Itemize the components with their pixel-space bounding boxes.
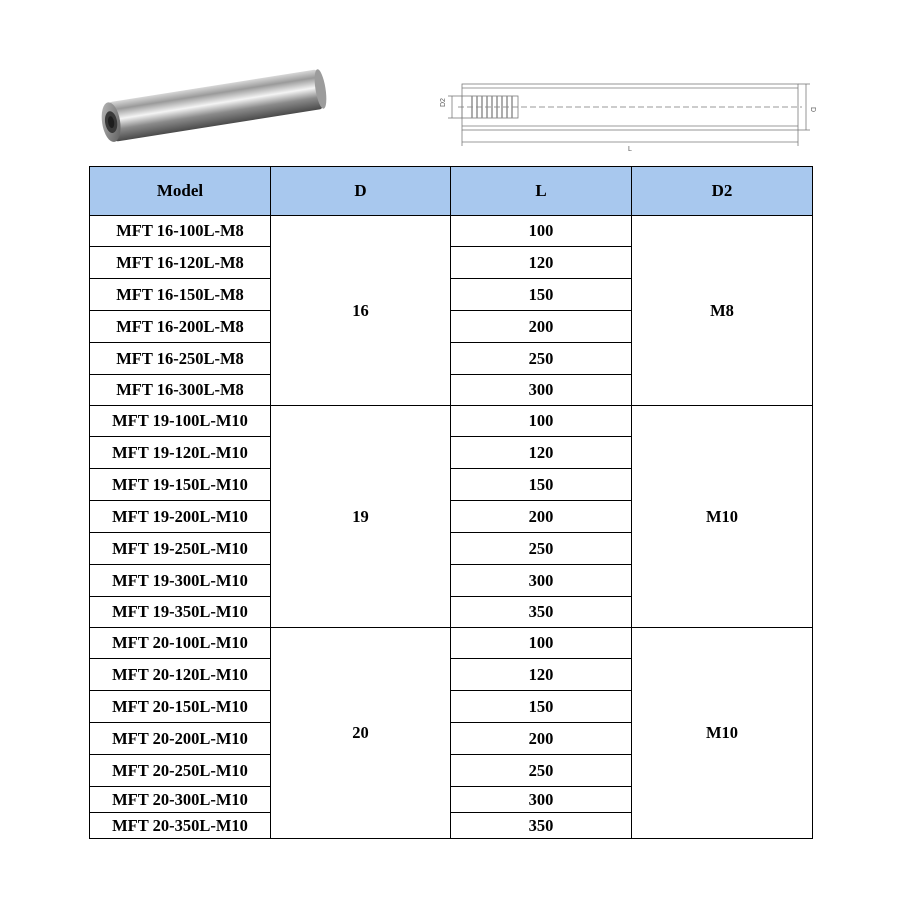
length-cell: 120 xyxy=(451,247,632,279)
length-cell: 150 xyxy=(451,691,632,723)
length-cell: 100 xyxy=(451,216,632,247)
model-cell: MFT 16-250L-M8 xyxy=(90,343,271,375)
thread-cell: M10 xyxy=(632,406,813,628)
length-cell: 150 xyxy=(451,469,632,501)
header-d2: D2 xyxy=(632,167,813,216)
length-cell: 200 xyxy=(451,723,632,755)
model-cell: MFT 20-200L-M10 xyxy=(90,723,271,755)
model-cell: MFT 19-250L-M10 xyxy=(90,533,271,565)
length-cell: 150 xyxy=(451,279,632,311)
drawing-label-d2: D2 xyxy=(440,98,447,107)
model-cell: MFT 20-150L-M10 xyxy=(90,691,271,723)
model-cell: MFT 19-200L-M10 xyxy=(90,501,271,533)
length-cell: 120 xyxy=(451,437,632,469)
spec-table xyxy=(89,166,813,839)
diameter-cell: 19 xyxy=(271,406,451,628)
header-d: D xyxy=(271,167,451,216)
length-cell: 250 xyxy=(451,343,632,375)
model-cell: MFT 19-100L-M10 xyxy=(90,406,271,437)
diameter-cell: 16 xyxy=(271,216,451,406)
model-cell: MFT 19-120L-M10 xyxy=(90,437,271,469)
model-cell: MFT 16-150L-M8 xyxy=(90,279,271,311)
header-l: L xyxy=(451,167,632,216)
length-cell: 100 xyxy=(451,406,632,437)
length-cell: 120 xyxy=(451,659,632,691)
model-cell: MFT 16-120L-M8 xyxy=(90,247,271,279)
model-cell: MFT 20-300L-M10 xyxy=(90,787,271,813)
model-cell: MFT 20-250L-M10 xyxy=(90,755,271,787)
thread-cell: M10 xyxy=(632,628,813,839)
length-cell: 200 xyxy=(451,311,632,343)
model-cell: MFT 16-300L-M8 xyxy=(90,375,271,406)
header-model: Model xyxy=(90,167,271,216)
drawing-label-l: L xyxy=(628,146,632,152)
table-body xyxy=(90,216,813,839)
length-cell: 350 xyxy=(451,597,632,628)
table-row xyxy=(90,628,813,659)
length-cell: 250 xyxy=(451,755,632,787)
diameter-cell: 20 xyxy=(271,628,451,839)
length-cell: 300 xyxy=(451,787,632,813)
length-cell: 300 xyxy=(451,375,632,406)
thread-cell: M8 xyxy=(632,216,813,406)
model-cell: MFT 20-100L-M10 xyxy=(90,628,271,659)
model-cell: MFT 19-350L-M10 xyxy=(90,597,271,628)
length-cell: 100 xyxy=(451,628,632,659)
length-cell: 300 xyxy=(451,565,632,597)
length-cell: 250 xyxy=(451,533,632,565)
model-cell: MFT 20-120L-M10 xyxy=(90,659,271,691)
model-cell: MFT 16-100L-M8 xyxy=(90,216,271,247)
product-photo xyxy=(88,62,338,152)
table-row xyxy=(90,406,813,437)
model-cell: MFT 19-300L-M10 xyxy=(90,565,271,597)
drawing-label-d: D xyxy=(809,107,816,113)
model-cell: MFT 16-200L-M8 xyxy=(90,311,271,343)
model-cell: MFT 20-350L-M10 xyxy=(90,813,271,839)
table-header-row xyxy=(90,167,813,216)
length-cell: 350 xyxy=(451,813,632,839)
table-row xyxy=(90,216,813,247)
technical-drawing xyxy=(428,72,818,152)
length-cell: 200 xyxy=(451,501,632,533)
model-cell: MFT 19-150L-M10 xyxy=(90,469,271,501)
